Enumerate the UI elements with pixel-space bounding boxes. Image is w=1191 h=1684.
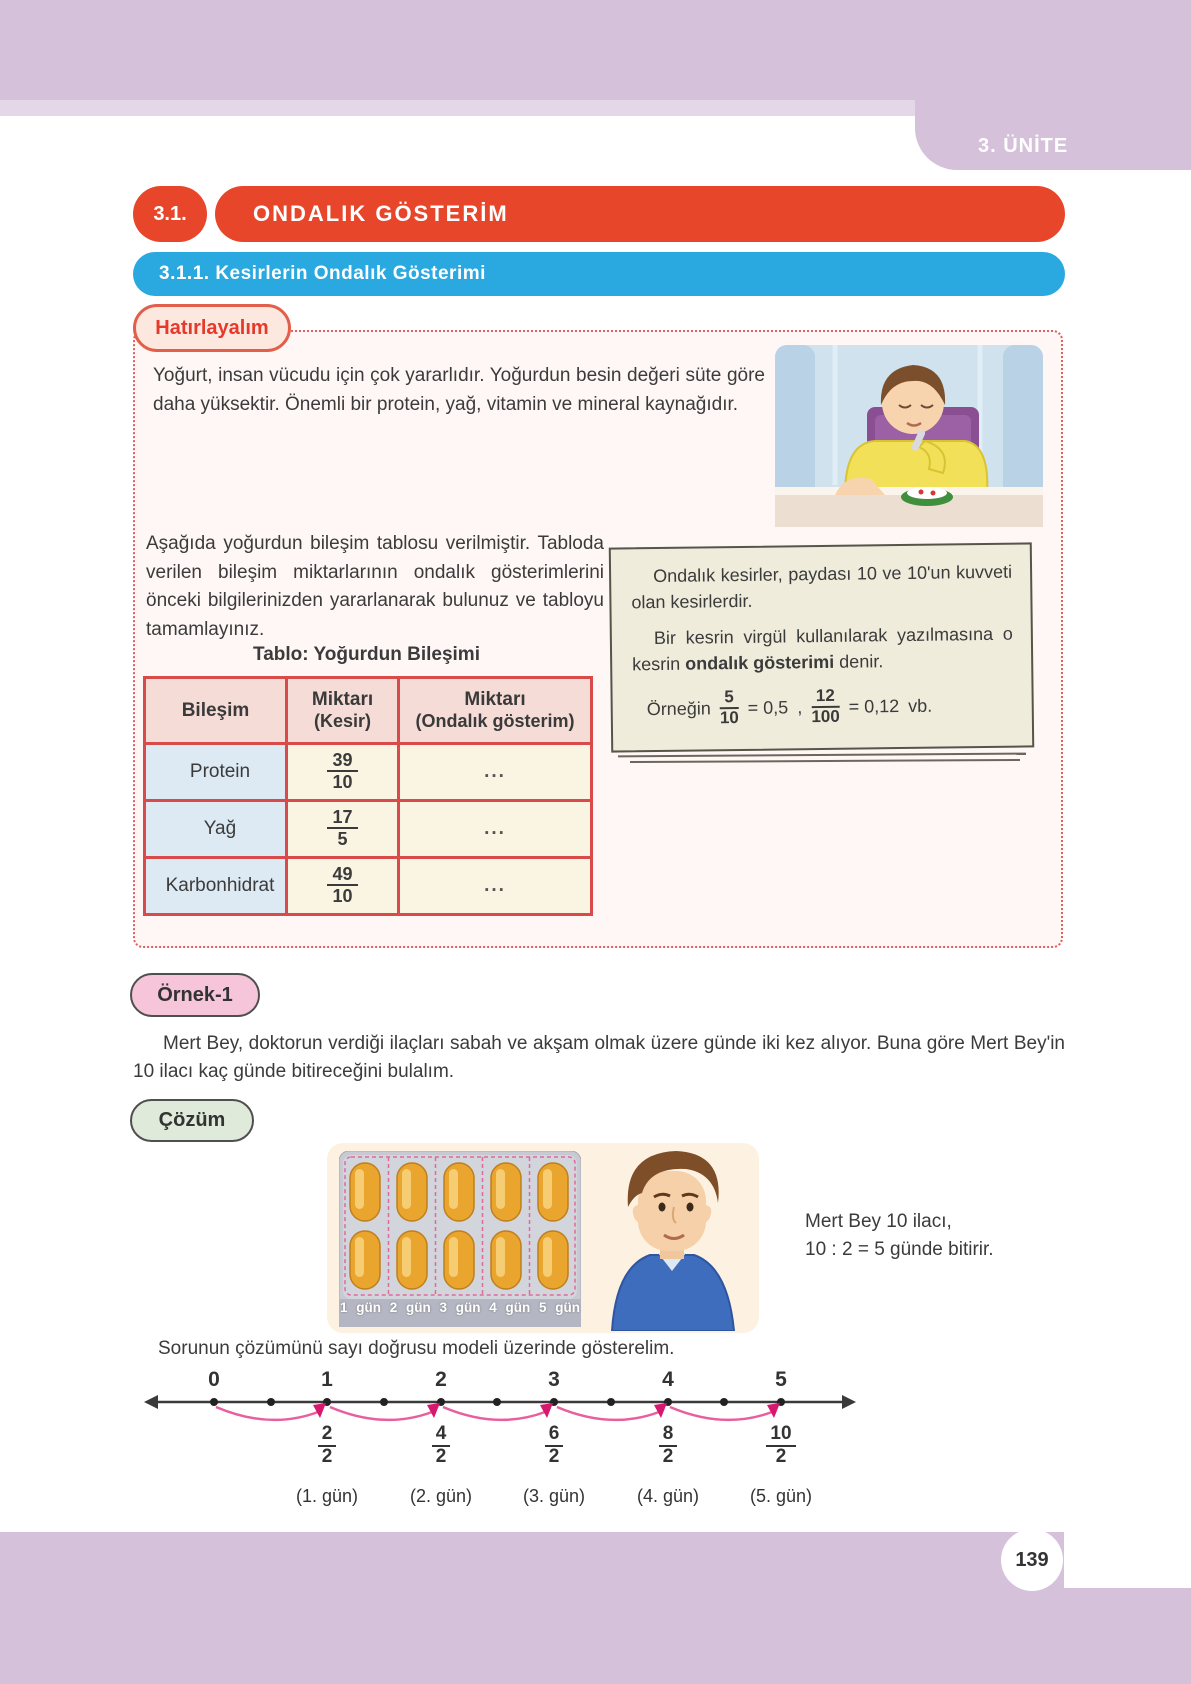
recall-task-paragraph: Aşağıda yoğurdun bileşim tablosu verilmiştir. Tabloda verilen bileşim miktarlarının ondalık gösterimlerini önceki bilgilerinizden yararlanarak bulunuz ve tabloyu tamamlayınız. <box>146 533 604 640</box>
row-name: Yağ <box>145 801 287 858</box>
numberline-intro: Sorunun çözümünü sayı doğrusu modeli üzerinde gösterelim. <box>158 1338 675 1359</box>
tick-label: 3 <box>548 1368 560 1391</box>
solution-label-pill <box>130 1099 254 1142</box>
result-line-1: Mert Bey 10 ilacı, <box>805 1211 952 1232</box>
step-day-label: (5. gün) <box>749 1486 813 1506</box>
step-day-label: (1. gün) <box>295 1486 359 1506</box>
row-fraction: $\frac{39}{10}$ <box>287 744 399 801</box>
step-day-label: (2. gün) <box>409 1486 473 1506</box>
row-decimal: ... <box>399 801 592 858</box>
tick-label: 4 <box>662 1368 674 1391</box>
result-text <box>805 1208 994 1263</box>
row-name: Karbonhidrat <box>145 858 287 915</box>
tick-label: 5 <box>775 1368 787 1391</box>
step-day-label: (3. gün) <box>522 1486 586 1506</box>
composition-table <box>143 676 593 916</box>
fraction-5-10: $\frac{5}{10}$ <box>719 687 739 728</box>
row-fraction: $\frac{49}{10}$ <box>287 858 399 915</box>
tick-label: 2 <box>435 1368 447 1391</box>
section-title-banner <box>215 186 1065 242</box>
step-day-label: (4. gün) <box>636 1486 700 1506</box>
footer-band-right <box>1064 1588 1191 1684</box>
recall-label-pill <box>133 304 291 352</box>
tick-label: 0 <box>208 1368 220 1391</box>
table-caption: Tablo: Yoğurdun Bileşimi <box>253 644 480 665</box>
solution-label: Çözüm <box>158 1109 226 1131</box>
section-number-badge <box>133 186 207 242</box>
step-fraction: $\frac{10}{2}$ <box>741 1424 821 1468</box>
example-label-pill <box>130 973 260 1017</box>
row-name: Protein <box>145 744 287 801</box>
header-miktar-kesir: Miktarı (Kesir) <box>287 678 399 744</box>
table-row <box>145 744 592 801</box>
unit-label: 3. ÜNİTE <box>978 135 1069 157</box>
problem-paragraph: Mert Bey, doktorun verdiği ilaçları sabah ve akşam olmak üzere günde iki kez alıyor. Buna göre Mert Bey'in 10 ilacı kaç günde bitireceğini bulalım. <box>133 1033 1065 1082</box>
row-fraction: $\frac{17}{5}$ <box>287 801 399 858</box>
step-fraction: $\frac{6}{2}$ <box>514 1424 594 1468</box>
mert-bey-illustration <box>592 1145 752 1331</box>
page-number-badge <box>1001 1529 1063 1591</box>
step-fraction: $\frac{8}{2}$ <box>628 1424 708 1468</box>
header-bilesim: Bileşim <box>145 678 287 744</box>
table-header-row <box>145 678 592 744</box>
fraction-12-100: $\frac{12}{100}$ <box>811 686 840 727</box>
subsection-title: 3.1.1. Kesirlerin Ondalık Gösterimi <box>159 263 486 284</box>
number-line-model <box>140 1368 860 1528</box>
step-fraction: $\frac{4}{2}$ <box>401 1424 481 1468</box>
footer-band <box>0 1532 1064 1684</box>
tick-label: 1 <box>321 1368 333 1391</box>
note-example-line: Örneğin $\frac{5}{10}$ = 0,5 , $\frac{12}{100}$ = 0,12 vb. <box>646 686 933 728</box>
page-number: 139 <box>1015 1548 1049 1571</box>
example-intro: Örneğin <box>646 698 711 720</box>
step-fraction: $\frac{2}{2}$ <box>287 1424 367 1468</box>
note-paragraph-2: Bir kesrin virgül kullanılarak yazılmasına o kesrin ondalık gösterimi denir. <box>632 623 1013 675</box>
section-number: 3.1. <box>153 202 187 225</box>
boy-eating-yogurt-illustration <box>775 345 1043 527</box>
table-row <box>145 858 592 915</box>
header-miktar-ondalik: Miktarı (Ondalık gösterim) <box>399 678 592 744</box>
example-label: Örnek-1 <box>157 983 233 1006</box>
blister-day-caption: 1 gün 2 gün 3 gün 4 gün 5 gün <box>340 1300 580 1315</box>
row-decimal: ... <box>399 858 592 915</box>
note-paragraph-1: Ondalık kesirler, paydası 10 ve 10'un kuvveti olan kesirlerdir. <box>631 561 1013 613</box>
recall-label: Hatırlayalım <box>155 316 269 339</box>
table-row <box>145 801 592 858</box>
subsection-title-banner <box>133 252 1065 296</box>
definition-note-card <box>609 542 1034 752</box>
section-title: ONDALIK GÖSTERİM <box>253 201 509 226</box>
row-decimal: ... <box>399 744 592 801</box>
result-line-2: 10 : 2 = 5 günde bitirir. <box>805 1238 994 1260</box>
recall-intro-paragraph: Yoğurt, insan vücudu için çok yararlıdır. Yoğurdun besin değeri süte göre daha yüksektir. Önemli bir protein, yağ, vitamin ve mineral kaynağıdır. <box>153 365 765 415</box>
